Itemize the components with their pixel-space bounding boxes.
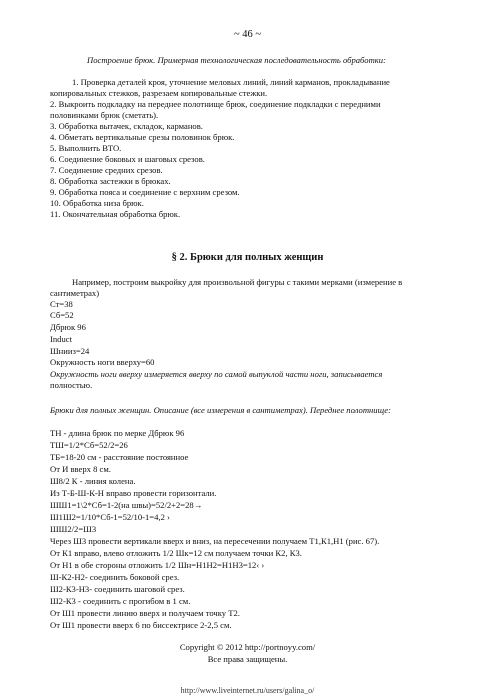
rights-text: Все права защищены.	[207, 654, 288, 664]
step-item: От И вверх 8 см.	[50, 464, 111, 474]
measure-item: Окружность ноги вверху=60	[50, 357, 155, 367]
step-item: Ш8/2 К - линия колена.	[50, 476, 136, 486]
list-item: 3. Обработка вытачек, складок, карманов.	[50, 121, 203, 131]
section2-heading: § 2. Брюки для полных женщин	[171, 252, 324, 263]
measure-item: Шнииз=24	[50, 346, 90, 356]
list-item: 10. Обработка низа брюк.	[50, 198, 144, 208]
measure-item: Induct	[50, 334, 72, 344]
step-item: Ш1Ш2=1/10*Сб-1=52/10-1=4,2 ›	[50, 512, 170, 522]
step-item: ШШ1=1\2*Сб=1-2(на швы)=52/2+2=28→	[50, 500, 203, 510]
list-item: копировальных стежков, разрезаем копировальные стежки.	[50, 88, 268, 98]
list-item: 4. Обметать вертикальные срезы половинок брюк.	[50, 132, 235, 142]
step-item: Через Ш3 провести вертикали вверх и вниз, на пересечении получаем Т1,К1,Н1 (рис. 67).	[50, 536, 380, 546]
list-item: 2. Выкроить подкладку на переднее полотнище брюк, соединение подкладки с передними	[50, 99, 381, 109]
measure-item: Ст=38	[50, 299, 73, 309]
copyright-text: Copyright © 2012 http://portnoyy.com/	[179, 642, 316, 652]
note-text: Окружность ноги вверху измеряется вверху по самой выпуклой части ноги, записывается	[50, 369, 383, 379]
list-item: половинками брюк (сметать).	[50, 110, 159, 120]
step-item: ТБ=18-20 см - расстояние постоянное	[50, 452, 189, 462]
intro-text: Например, построим выкройку для произвольной фигуры с такими мерками (измерение в	[72, 277, 403, 287]
list-item: 6. Соединение боковых и шаговых срезов.	[50, 154, 205, 164]
measure-item: Сб=52	[50, 310, 74, 320]
list-item: 1. Проверка деталей кроя, уточнение меловых линий, линий карманов, прокладывание	[72, 77, 390, 87]
step-item: ШШ2/2=Ш3	[50, 524, 97, 534]
note-text: полностью.	[50, 380, 93, 390]
section2-subtitle: Брюки для полных женщин. Описание (все измерения в сантиметрах). Переднее полотнище:	[50, 405, 391, 415]
list-item: 7. Соединение средних срезов.	[50, 165, 163, 175]
list-item: 11. Окончательная обработка брюк.	[50, 209, 181, 219]
list-item: 5. Выполнить ВТО.	[50, 143, 122, 153]
step-item: От Н1 в обе стороны отложить 1/2 Шн=Н1Н2=Н1Н3=12‹ ›	[50, 560, 265, 570]
step-item: Ш-К2-Н2- соединить боковой срез.	[50, 572, 180, 582]
step-item: От Ш1 провести линию вверх и получаем точку Т2.	[50, 608, 240, 618]
section1-title: Построение брюк. Примерная технологическая последовательность обработки:	[87, 55, 386, 65]
intro-text: сантиметрах)	[50, 288, 100, 298]
list-item: 8. Обработка застежки в брюках.	[50, 176, 171, 186]
step-item: Ш2-К3 - соединить с прогибом в 1 см.	[50, 596, 191, 606]
step-item: ТН - длина брюк по мерке Дбрюк 96	[50, 428, 185, 438]
list-item: 9. Обработка пояса и соединение с верхним срезом.	[50, 187, 240, 197]
page-number: ~ 46 ~	[233, 29, 262, 40]
step-item: ТШ=1/2*Сб=52/2=26	[50, 440, 128, 450]
step-item: От К1 вправо, влево отложить 1/2 Шк=12 см получаем точки К2, К3.	[50, 548, 302, 558]
step-item: От Ш1 провести вверх 6 по биссектрисе 2-2,5 см.	[50, 620, 232, 630]
step-item: Ш2-К3-Н3- соединить шаговой срез.	[50, 584, 185, 594]
step-item: Из Т-Б-Ш-К-Н вправо провести горизонтали.	[50, 488, 217, 498]
watermark-url: http://www.liveinternet.ru/users/galina_o/	[180, 686, 315, 695]
measure-item: Дбрюк 96	[50, 322, 86, 332]
